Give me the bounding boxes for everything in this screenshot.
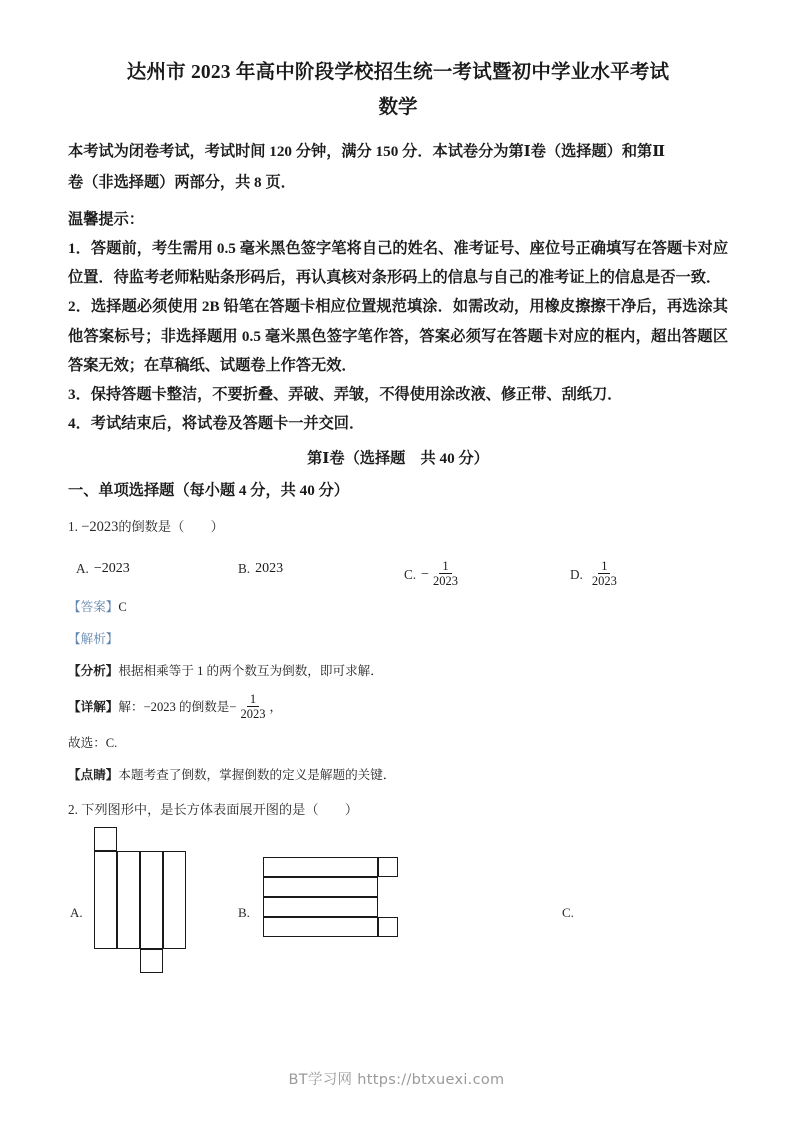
intro-line-2: 卷（非选择题）两部分，共 8 页． [68, 173, 296, 191]
net-b-cell-1 [263, 857, 378, 877]
net-b-cell-2 [263, 877, 378, 897]
page-content [68, 58, 728, 977]
option-c[interactable] [404, 558, 462, 589]
question-2-text: 下列图形中，是长方体表面展开图的是（ ） [81, 801, 359, 817]
xiangjie-tag: 【详解】 [68, 700, 119, 715]
option-a[interactable] [76, 561, 130, 577]
tip-item-1: 1．答题前，考生需用 0.5 毫米黑色签字笔将自己的姓名、准考证号、座位号正确填写在答题卡对应位置．待监考老师粘贴条形码后，再认真核对条形码上的信息与自己的准考证上的信息是否一致． [68, 240, 728, 287]
option-b-value: 2023 [255, 560, 284, 576]
dianjing-line [68, 765, 728, 786]
fenxi-text: 根据相乘等于 1 的两个数互为倒数，即可求解． [118, 664, 383, 679]
tip-item-3: 3．保持答题卡整洁，不要折叠、弄破、弄皱，不得使用涂改液、修正带、刮纸刀． [68, 386, 623, 403]
option-a-label: A. [76, 560, 89, 576]
option-b-label: B. [238, 560, 251, 576]
option-c-label: C. [404, 566, 417, 582]
tip-item-2: 2．选择题必须使用 2B 铅笔在答题卡相应位置规范填涂．如需改动，用橡皮擦擦干净后，再选涂其他答案标号；非选择题用 0.5 毫米黑色签字笔作答，答案必须写在答题卡对应的框内，超出答题区答案无效；在草稿纸、试题卷上作答无效． [68, 298, 728, 374]
watermark: BT学习网 https://btxuexi.com [288, 1072, 505, 1088]
option-c-fraction [430, 560, 461, 588]
option-c-numerator: 1 [439, 560, 451, 574]
question-1-options [68, 547, 728, 595]
figure-option-c-label: C. [562, 904, 574, 920]
net-b-cell-4 [263, 917, 378, 937]
answer-value: C [118, 599, 127, 614]
paper-part-heading: 第Ⅰ卷（选择题 共 40 分） [307, 450, 489, 468]
subject-title: 数学 [378, 97, 418, 119]
analysis-line [68, 629, 728, 650]
net-b-cell-right-top [378, 857, 398, 877]
option-d-denominator: 2023 [591, 573, 617, 588]
net-a-cell-2 [117, 851, 140, 949]
question-1-stem [68, 515, 728, 540]
intro-line-1: 本考试为闭卷考试，考试时间 120 分钟，满分 150 分．本试卷分为第Ⅰ卷（选择题）和第Ⅱ [68, 142, 666, 160]
net-a-cell-4 [163, 851, 186, 949]
intro-paragraph [68, 137, 728, 166]
net-a-cell-1 [94, 851, 117, 949]
net-b-cell-3 [263, 897, 378, 917]
figure-option-b-label: B. [238, 904, 250, 920]
question-1-text: 的倒数是（ ） [118, 519, 224, 535]
figure-option-b-net[interactable] [263, 857, 423, 952]
option-d-label: D. [570, 566, 583, 582]
option-d-numerator: 1 [598, 560, 610, 574]
figure-option-a-net[interactable] [94, 827, 214, 967]
page-title: 达州市 2023 年高中阶段学校招生统一考试暨初中学业水平考试 [126, 62, 670, 83]
tip-item-4: 4．考试结束后，将试卷及答题卡一并交回． [68, 415, 365, 433]
intro-paragraph-2 [68, 168, 728, 197]
xiangjie-suffix: ， [269, 700, 283, 715]
net-a-cell-3 [140, 851, 163, 949]
dianjing-text: 本题考查了倒数，掌握倒数的定义是解题的关键． [118, 768, 396, 783]
question-2-figures [68, 827, 728, 977]
option-a-value: −2023 [93, 560, 130, 576]
section-heading: 一、单项选择题（每小题 4 分，共 40 分） [68, 482, 349, 500]
fenxi-line [68, 661, 728, 682]
question-2-number: 2. [68, 801, 78, 817]
xiangjie-sign: − [229, 700, 237, 715]
xiangjie-prefix: 解：−2023 的倒数是 [118, 700, 230, 715]
xiangjie-numerator: 1 [247, 693, 259, 707]
question-1-expression: −2023 [81, 519, 119, 536]
xiangjie-fraction [238, 693, 269, 721]
option-d-value [588, 558, 621, 589]
figure-option-a-label: A. [70, 904, 83, 920]
xiangjie-denominator: 2023 [240, 706, 266, 721]
option-c-value [421, 558, 462, 589]
option-d[interactable] [570, 558, 621, 589]
conclusion-line: 故选：C. [68, 735, 118, 750]
tips-heading: 温馨提示： [68, 210, 144, 228]
option-c-sign: − [421, 566, 429, 582]
question-1-number: 1. [68, 519, 78, 535]
xiangjie-line [68, 691, 728, 722]
analysis-tag: 【解析】 [68, 631, 119, 646]
dianjing-tag: 【点睛】 [68, 768, 119, 783]
net-a-cell-top [94, 827, 117, 851]
option-c-denominator: 2023 [433, 573, 458, 588]
fenxi-tag: 【分析】 [68, 664, 119, 679]
net-a-cell-bottom [140, 949, 163, 973]
net-b-cell-right-bottom [378, 917, 398, 937]
question-2-stem [68, 798, 728, 821]
answer-line [68, 597, 728, 618]
option-b[interactable] [238, 561, 283, 577]
option-d-fraction [589, 560, 620, 588]
answer-tag: 【答案】 [68, 599, 119, 614]
